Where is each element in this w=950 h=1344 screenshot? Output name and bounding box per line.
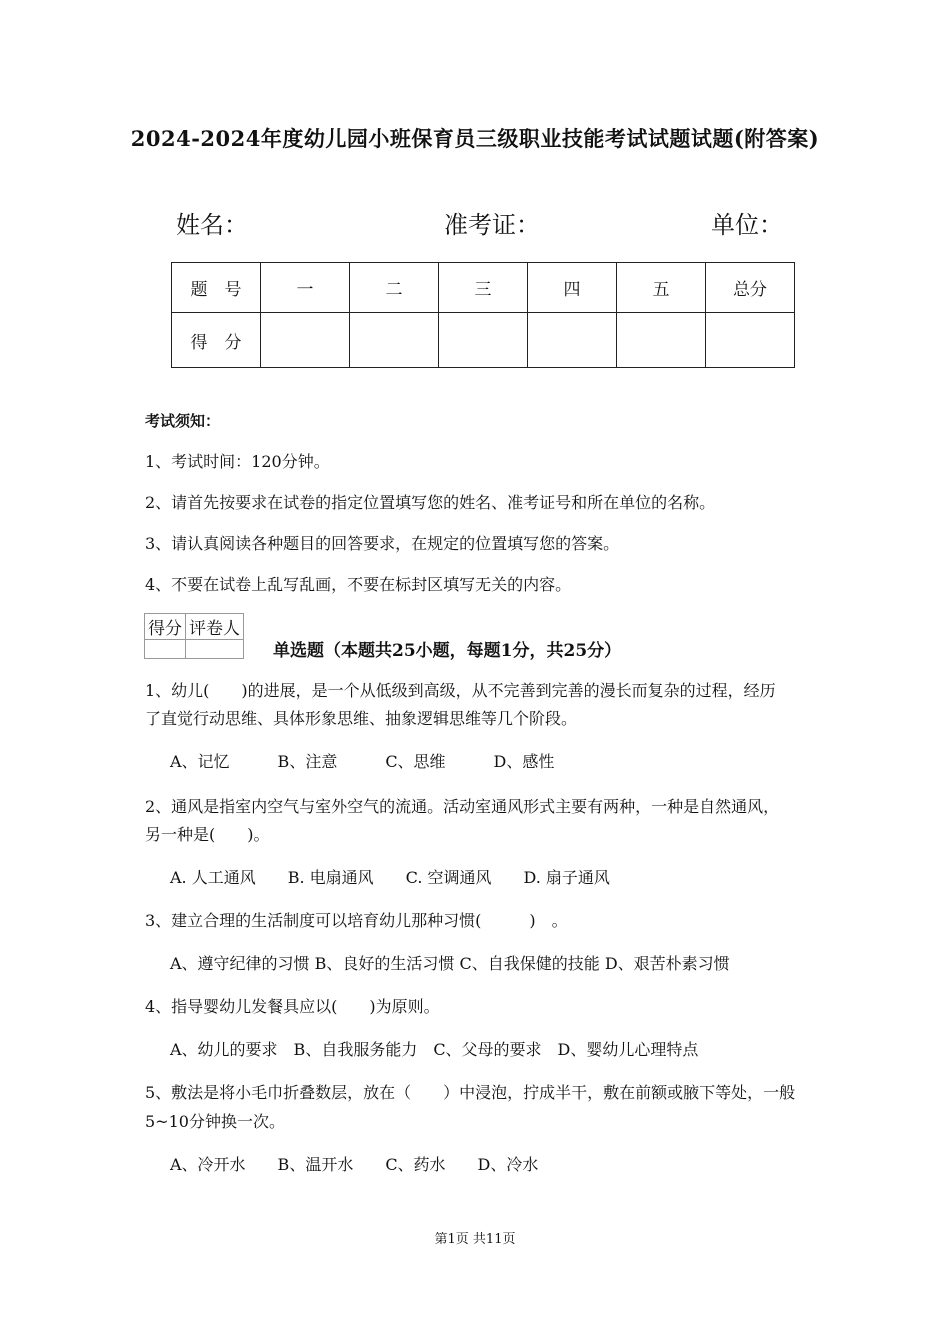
page-title: 2024-2024年度幼儿园小班保育员三级职业技能考试试题试题(附答案) [130, 126, 820, 151]
question-options: A. 人工通风 B. 电扇通风 C. 空调通风 D. 扇子通风 [170, 868, 610, 887]
question-stem: 5、敷法是将小毛巾折叠数层，放在（ ）中浸泡，拧成半干，敷在前额或腋下等处，一般 [145, 1083, 796, 1102]
question-stem: 3、建立合理的生活制度可以培育幼儿那种习惯( ) 。 [145, 911, 568, 930]
score-table [171, 262, 795, 368]
score-cell[interactable] [350, 313, 439, 368]
score-header-cell: 四 [528, 263, 617, 313]
grader-score-label: 得分 [145, 614, 186, 640]
grader-score-cell[interactable] [145, 640, 186, 659]
name-label: 姓名： [176, 211, 248, 239]
grader-box [144, 613, 244, 659]
question-options: A、遵守纪律的习惯 B、良好的生活习惯 C、自我保健的技能 D、艰苦朴素习惯 [170, 954, 730, 973]
score-row-label: 得 分 [172, 313, 261, 368]
score-cell[interactable] [617, 313, 706, 368]
notice-item: 2、请首先按要求在试卷的指定位置填写您的姓名、准考证号和所在单位的名称。 [145, 493, 716, 512]
page-footer: 第1页 共11页 [434, 1232, 516, 1247]
question-options: A、记忆 B、注意 C、思维 D、感性 [170, 752, 555, 771]
score-header-cell: 题 号 [172, 263, 261, 313]
question-stem: 5~10分钟换一次。 [145, 1112, 285, 1131]
grader-label: 评卷人 [186, 614, 244, 640]
exam-number-label: 准考证： [444, 211, 540, 239]
question-options: A、幼儿的要求 B、自我服务能力 C、父母的要求 D、婴幼儿心理特点 [170, 1040, 699, 1059]
question-stem: 1、幼儿( )的进展，是一个从低级到高级，从不完善到完善的漫长而复杂的过程，经历 [145, 681, 776, 700]
question-options: A、冷开水 B、温开水 C、药水 D、冷水 [170, 1155, 539, 1174]
notice-item: 4、不要在试卷上乱写乱画，不要在标封区填写无关的内容。 [145, 575, 572, 594]
score-table-score-row [172, 313, 795, 368]
score-header-cell: 总分 [706, 263, 795, 313]
score-cell[interactable] [261, 313, 350, 368]
score-cell[interactable] [439, 313, 528, 368]
notice-item: 3、请认真阅读各种题目的回答要求，在规定的位置填写您的答案。 [145, 534, 620, 553]
notice-heading: 考试须知： [145, 412, 221, 430]
score-cell[interactable] [528, 313, 617, 368]
score-header-cell: 三 [439, 263, 528, 313]
question-stem: 了直觉行动思维、具体形象思维、抽象逻辑思维等几个阶段。 [145, 709, 578, 728]
question-stem: 另一种是( )。 [145, 825, 270, 844]
score-cell[interactable] [706, 313, 795, 368]
notice-item: 1、考试时间：120分钟。 [145, 452, 330, 471]
score-table-header-row [172, 263, 795, 313]
grader-name-cell[interactable] [186, 640, 244, 659]
unit-label: 单位： [711, 211, 783, 239]
score-header-cell: 一 [261, 263, 350, 313]
question-stem: 2、通风是指室内空气与室外空气的流通。活动室通风形式主要有两种，一种是自然通风， [145, 797, 780, 816]
score-header-cell: 五 [617, 263, 706, 313]
score-header-cell: 二 [350, 263, 439, 313]
question-stem: 4、指导婴幼儿发餐具应以( )为原则。 [145, 997, 440, 1016]
section-title: 单选题（本题共25小题，每题1分，共25分） [273, 641, 622, 661]
